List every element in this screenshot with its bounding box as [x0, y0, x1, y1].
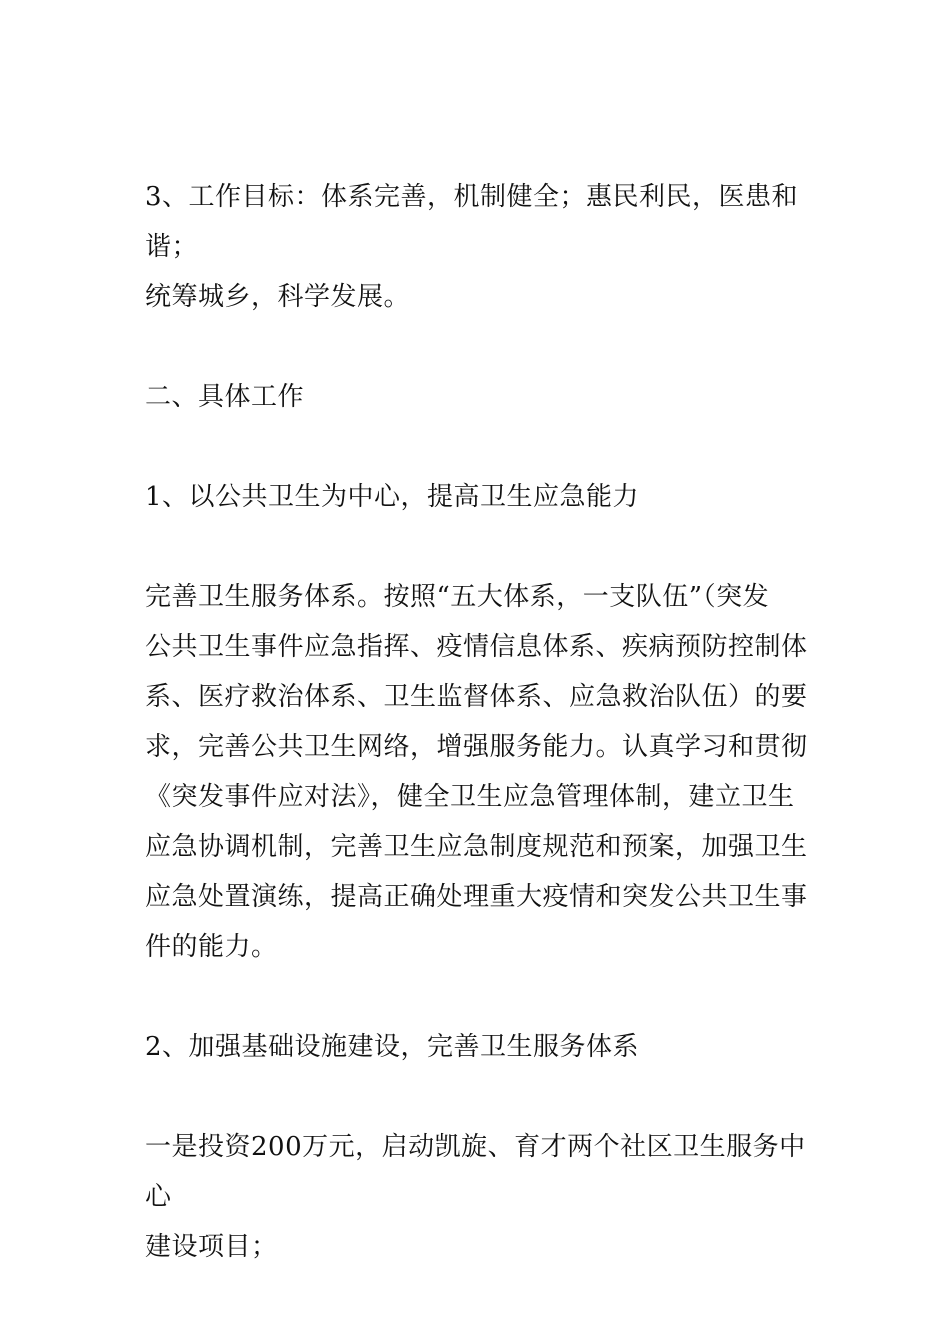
section-heading-specific-work: 二、具体工作: [145, 382, 305, 412]
paragraph-work-goals: 3、工作目标：体系完善，机制健全；惠民利民，医患和谐； 统筹城乡，科学发展。: [145, 182, 799, 312]
subheading-infrastructure: 2、加强基础设施建设，完善卫生服务体系: [145, 1032, 640, 1062]
subheading-public-health: 1、以公共卫生为中心，提高卫生应急能力: [145, 482, 640, 512]
paragraph-investment: 一是投资200万元，启动凯旋、育才两个社区卫生服务中心 建设项目；: [145, 1132, 806, 1262]
document-body: [145, 172, 815, 1272]
paragraph-health-service-system: 完善卫生服务体系。按照“五大体系，一支队伍”（突发 公共卫生事件应急指挥、疫情信息体系、疾病预防控制体 系、医疗救治体系、卫生监督体系、应急救治队伍）的要 求，完善公共卫生网络，增强服务能力。认真学习和贯彻 《突发事件应对法》，健全卫生应急管理体制，建立卫生 应急协调机制，完善卫生应急制度规范和预案，加强卫生 应急处置演练，提高正确处理重大疫情和突发公共卫生事 件的能力。: [145, 582, 808, 962]
